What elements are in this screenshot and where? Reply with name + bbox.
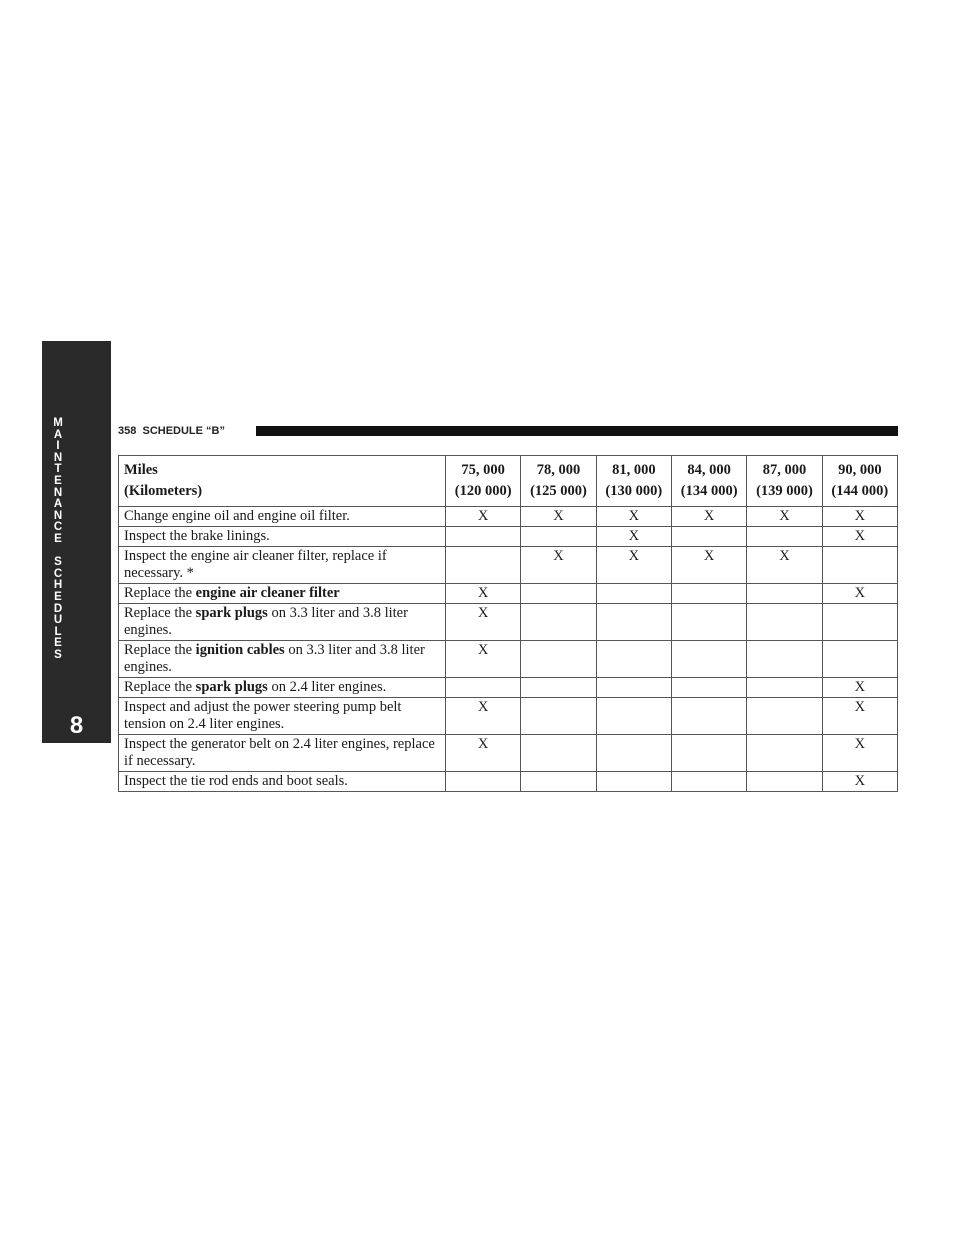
interval-kilometers: (125 000) — [530, 483, 587, 499]
miles-label: Miles — [124, 462, 158, 478]
service-item — [119, 604, 446, 641]
service-item-text: Inspect and adjust the power steering pump belt tension on 2.4 liter engines. — [124, 699, 402, 732]
service-item-text: Inspect the generator belt on 2.4 liter engines, replace if necessary. — [124, 736, 435, 769]
service-item — [119, 641, 446, 678]
service-item-text: on 3.3 liter and 3.8 liter engines. — [124, 605, 408, 638]
service-mark — [446, 547, 521, 584]
service-mark: X — [822, 698, 897, 735]
service-mark — [747, 641, 822, 678]
service-mark — [747, 772, 822, 792]
service-item-text: Replace the — [124, 642, 196, 658]
service-mark: X — [822, 678, 897, 698]
interval-kilometers: (120 000) — [454, 483, 512, 499]
interval-miles: 78, 000 — [536, 462, 581, 478]
interval-kilometers: (139 000) — [756, 483, 813, 499]
table-header-row — [119, 456, 898, 507]
service-mark — [747, 527, 822, 547]
service-item-emphasis: ignition cables — [195, 642, 285, 658]
service-mark: X — [596, 547, 671, 584]
service-mark: X — [822, 527, 897, 547]
service-mark — [596, 641, 671, 678]
service-mark — [747, 678, 822, 698]
service-mark: X — [822, 735, 897, 772]
service-mark — [671, 678, 746, 698]
service-mark — [596, 584, 671, 604]
service-mark — [521, 527, 596, 547]
table-row — [119, 735, 898, 772]
service-mark: X — [446, 735, 521, 772]
service-mark — [446, 678, 521, 698]
interval-column-header — [822, 456, 897, 507]
service-item-text: Inspect the engine air cleaner filter, replace if necessary. * — [124, 548, 387, 581]
service-item-emphasis: engine air cleaner filter — [195, 585, 340, 601]
service-item — [119, 772, 446, 792]
service-item-text: Replace the — [124, 679, 196, 695]
service-item-text: Inspect the brake linings. — [124, 528, 270, 544]
table-row — [119, 772, 898, 792]
service-mark — [671, 735, 746, 772]
service-mark: X — [747, 547, 822, 584]
service-mark — [521, 584, 596, 604]
service-item-text: on 2.4 liter engines. — [267, 679, 387, 695]
service-mark: X — [446, 641, 521, 678]
service-item — [119, 678, 446, 698]
interval-kilometers: (144 000) — [831, 483, 889, 499]
service-mark — [671, 527, 746, 547]
service-mark — [671, 698, 746, 735]
service-mark: X — [596, 507, 671, 527]
table-row — [119, 604, 898, 641]
service-mark — [596, 678, 671, 698]
table-row — [119, 698, 898, 735]
service-mark — [747, 604, 822, 641]
interval-miles: 75, 000 — [461, 462, 505, 478]
table-row — [119, 678, 898, 698]
service-item — [119, 698, 446, 735]
table-body — [119, 507, 898, 792]
interval-miles: 84, 000 — [687, 462, 731, 478]
header-label-cell — [119, 456, 446, 507]
service-mark — [671, 772, 746, 792]
interval-miles: 87, 000 — [762, 462, 807, 478]
service-mark — [596, 772, 671, 792]
chapter-tab-title: M A I N T E N A N C E S C H E D U L E S — [53, 417, 63, 661]
table-row — [119, 584, 898, 604]
service-item-emphasis: spark plugs — [195, 605, 268, 621]
interval-kilometers: (130 000) — [605, 483, 663, 499]
service-mark: X — [446, 507, 521, 527]
service-mark — [446, 527, 521, 547]
service-item — [119, 507, 446, 527]
table-row — [119, 547, 898, 584]
service-mark — [747, 584, 822, 604]
service-mark: X — [822, 772, 897, 792]
table-row — [119, 527, 898, 547]
service-mark: X — [747, 507, 822, 527]
service-item — [119, 735, 446, 772]
interval-miles: 90, 000 — [838, 462, 882, 478]
service-mark — [671, 604, 746, 641]
table-row — [119, 641, 898, 678]
service-mark: X — [822, 584, 897, 604]
interval-column-header — [521, 456, 596, 507]
service-mark — [446, 772, 521, 792]
service-mark: X — [671, 547, 746, 584]
service-item-text: on 3.3 liter and 3.8 liter engines. — [124, 642, 425, 675]
kilometers-label: (Kilometers) — [124, 483, 203, 499]
service-mark — [747, 735, 822, 772]
page-number: 358 — [118, 425, 137, 437]
service-mark — [521, 641, 596, 678]
service-mark — [521, 772, 596, 792]
chapter-number: 8 — [69, 712, 84, 739]
service-item-emphasis: spark plugs — [195, 679, 268, 695]
service-mark: X — [521, 547, 596, 584]
service-mark — [521, 604, 596, 641]
service-mark: X — [822, 507, 897, 527]
interval-miles: 81, 000 — [612, 462, 656, 478]
interval-column-header — [747, 456, 822, 507]
header-rule — [256, 426, 898, 436]
service-mark — [596, 604, 671, 641]
service-item-text: Change engine oil and engine oil filter. — [124, 508, 350, 524]
service-mark: X — [446, 604, 521, 641]
service-mark — [596, 735, 671, 772]
service-mark — [822, 641, 897, 678]
maintenance-schedule-table — [118, 455, 898, 792]
service-mark — [521, 678, 596, 698]
service-item — [119, 527, 446, 547]
table-row — [119, 507, 898, 527]
service-item — [119, 584, 446, 604]
service-mark — [521, 735, 596, 772]
service-item-text: Replace the — [124, 605, 196, 621]
interval-column-header — [671, 456, 746, 507]
interval-column-header — [596, 456, 671, 507]
service-mark: X — [446, 584, 521, 604]
service-mark: X — [596, 527, 671, 547]
service-mark — [521, 698, 596, 735]
service-mark — [671, 641, 746, 678]
service-mark: X — [671, 507, 746, 527]
service-mark — [822, 604, 897, 641]
interval-kilometers: (134 000) — [680, 483, 738, 499]
service-mark — [671, 584, 746, 604]
service-item-text: Inspect the tie rod ends and boot seals. — [124, 773, 348, 789]
service-mark: X — [521, 507, 596, 527]
page-header — [118, 424, 225, 438]
page-title: SCHEDULE “B” — [142, 425, 225, 437]
interval-column-header — [446, 456, 521, 507]
service-mark — [747, 698, 822, 735]
service-item — [119, 547, 446, 584]
service-mark: X — [446, 698, 521, 735]
service-mark — [596, 698, 671, 735]
service-mark — [822, 547, 897, 584]
service-item-text: Replace the — [124, 585, 196, 601]
